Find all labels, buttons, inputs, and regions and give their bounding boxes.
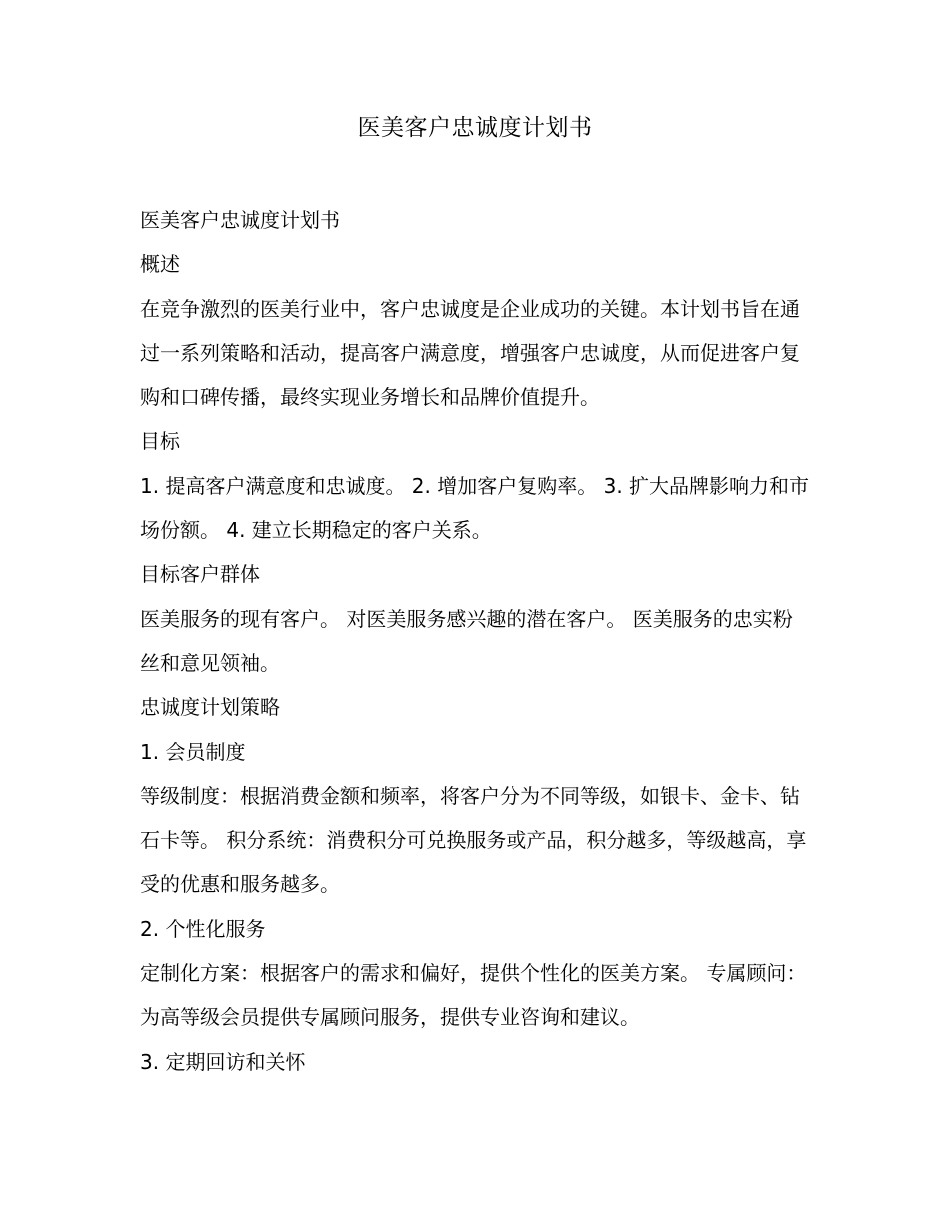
target-customers-paragraph: 医美服务的现有客户。 对医美服务感兴趣的潜在客户。 医美服务的忠实粉丝和意见领袖。: [140, 606, 793, 675]
section-heading-strategy: 忠诚度计划策略: [140, 695, 280, 720]
section-heading-overview: 概述: [140, 252, 180, 277]
personalized-service-paragraph: 定制化方案：根据客户的需求和偏好，提供个性化的医美方案。 专属顾问：为高等级会员提供专属顾问服务，提供专业咨询和建议。: [140, 961, 807, 1030]
strategy-item-heading: 1. 会员制度: [140, 739, 246, 764]
document-body: [140, 198, 812, 1084]
strategy-item-heading: 3. 定期回访和关怀: [140, 1049, 306, 1074]
overview-paragraph: 在竞争激烈的医美行业中，客户忠诚度是企业成功的关键。本计划书旨在通过一系列策略和活动，提高客户满意度，增强客户忠诚度，从而促进客户复购和口碑传播，最终实现业务增长和品牌价值提升。: [140, 296, 800, 410]
membership-paragraph: 等级制度：根据消费金额和频率，将客户分为不同等级，如银卡、金卡、钻石卡等。 积分系统：消费积分可兑换服务或产品，积分越多，等级越高，享受的优惠和服务越多。: [140, 783, 807, 897]
document-title: 医美客户忠诚度计划书: [357, 115, 593, 141]
subtitle: 医美客户忠诚度计划书: [140, 208, 340, 232]
section-heading-goals: 目标: [140, 429, 180, 454]
goals-paragraph: 1. 提高客户满意度和忠诚度。 2. 增加客户复购率。 3. 扩大品牌影响力和市场份额。 4. 建立长期稳定的客户关系。: [140, 473, 810, 543]
section-heading-target-customers: 目标客户群体: [140, 562, 260, 587]
strategy-item-heading: 2. 个性化服务: [140, 916, 266, 941]
